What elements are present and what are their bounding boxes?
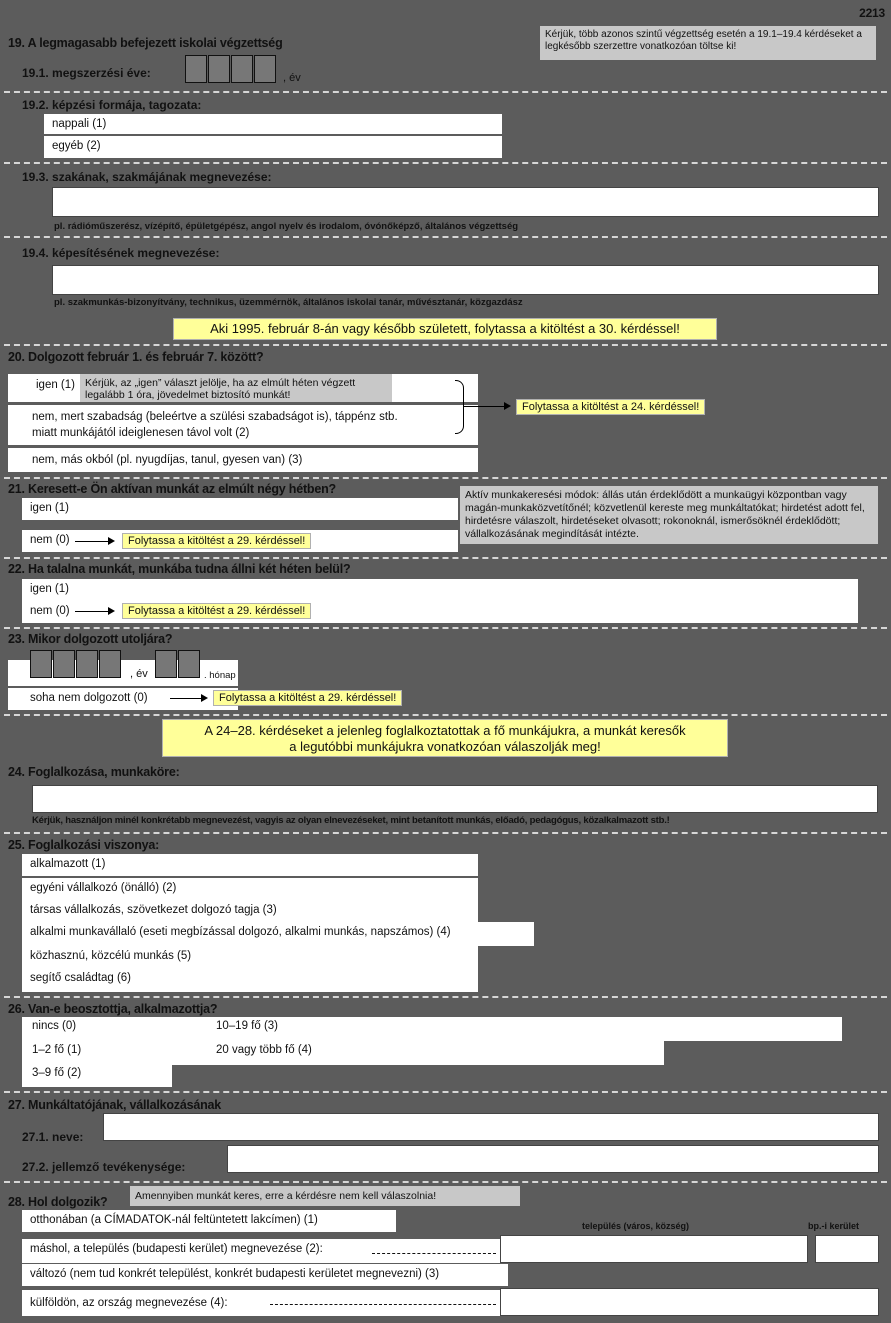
q19-1-year-suffix: , év xyxy=(283,72,301,84)
q28-col-district: bp.-i kerület xyxy=(808,1221,860,1231)
q19-3-label: 19.3. szakának, szakmájának megnevezése: xyxy=(22,170,272,184)
q26-option-2[interactable]: 3–9 fő (2) xyxy=(32,1067,82,1079)
q28-option-3[interactable]: változó (nem tud konkrét települést, konkrét budapesti kerületet megnevezni) (3) xyxy=(22,1264,508,1286)
q20-yes-note: Kérjük, az „igen” választ jelölje, ha az elmúlt héten végzett legalább 1 óra, jövedelmet biztosító munkát! xyxy=(80,374,392,402)
separator xyxy=(4,714,887,716)
arrow xyxy=(170,698,206,699)
banner-24-28-line2: a legutóbbi munkájukra vonatkozóan válaszolják meg! xyxy=(289,739,601,754)
q23-title: 23. Mikor dolgozott utoljára? xyxy=(8,632,173,646)
q24-input[interactable] xyxy=(32,785,878,813)
q28-option-1[interactable]: otthonában (a CÍMADATOK-nál feltüntetett lakcímen) (1) xyxy=(22,1210,396,1232)
q28-note: Amennyiben munkát keres, erre a kérdésre nem kell válaszolnia! xyxy=(130,1186,520,1206)
arrow xyxy=(464,406,509,407)
separator xyxy=(4,91,887,93)
banner-skip-to-30: Aki 1995. február 8-án vagy később született, folytassa a kitöltést a 30. kérdéssel! xyxy=(173,318,717,340)
q25-option-3[interactable]: társas vállalkozás, szövetkezet dolgozó tagja (3) xyxy=(22,900,478,922)
q27-1-label: 27.1. neve: xyxy=(22,1130,84,1144)
q19-2-label: 19.2. képzési formája, tagozata: xyxy=(22,98,202,112)
q23-month-suffix: . hónap xyxy=(204,670,236,681)
separator xyxy=(4,832,887,834)
dash-leader xyxy=(270,1304,496,1305)
q21-goto-29: Folytassa a kitöltést a 29. kérdéssel! xyxy=(122,533,311,549)
separator xyxy=(4,477,887,479)
banner-24-28 xyxy=(162,719,728,757)
q23-month-input[interactable] xyxy=(155,650,203,680)
q26-row-1 xyxy=(22,1017,842,1041)
separator xyxy=(4,557,887,559)
q19-3-input[interactable] xyxy=(52,187,879,217)
q28-settlement-input[interactable] xyxy=(500,1235,808,1263)
q20-title: 20. Dolgozott február 1. és február 7. között? xyxy=(8,350,264,364)
q19-title: 19. A legmagasabb befejezett iskolai végzettség xyxy=(8,36,283,50)
q26-title: 26. Van-e beosztottja, alkalmazottja? xyxy=(8,1002,218,1016)
separator xyxy=(4,1181,887,1183)
q25-option-1[interactable]: alkalmazott (1) xyxy=(22,854,478,876)
q19-3-hint: pl. rádióműszerész, vízépítő, épületgépész, angol nyelv és irodalom, óvónőképző, általános végzettség xyxy=(54,221,519,232)
q28-district-input[interactable] xyxy=(815,1235,879,1263)
q27-1-input[interactable] xyxy=(103,1113,879,1141)
q19-4-hint: pl. szakmunkás-bizonyítvány, technikus, üzemmérnök, általános iskolai tanár, művésztanár, közgazdász xyxy=(54,297,523,308)
q20-goto-24: Folytassa a kitöltést a 24. kérdéssel! xyxy=(516,399,705,415)
q22-option-yes[interactable]: igen (1) xyxy=(22,579,858,601)
page-number: 2213 xyxy=(859,6,885,20)
q19-note: Kérjük, több azonos szintű végzettség esetén a 19.1–19.4 kérdéseket a legkésőbb szerzettre vonatkozóan töltse ki! xyxy=(540,26,876,60)
q21-title: 21. Keresett-e Ön aktívan munkát az elmúlt négy hétben? xyxy=(8,482,336,496)
separator xyxy=(4,1091,887,1093)
q21-note: Aktív munkakeresési módok: állás után érdeklődött a munkaügyi központban vagy magán-munkaközvetítőnél; közvetlenül kereste meg munkáltatókat; hirdetést adott fel, hirdetésre válaszolt, hirdetéseket olvasott; rokonoknál, ismerősöknél érdeklődött; vállalkozásának megindítását intézte. xyxy=(460,486,878,544)
q19-4-input[interactable] xyxy=(52,265,879,295)
q23-goto-29: Folytassa a kitöltést a 29. kérdéssel! xyxy=(213,690,402,706)
q22-goto-29: Folytassa a kitöltést a 29. kérdéssel! xyxy=(122,603,311,619)
banner-24-28-line1: A 24–28. kérdéseket a jelenleg foglalkoztatottak a fő munkájukra, a munkát keresők xyxy=(204,723,686,738)
q26-option-4[interactable]: 20 vagy több fő (4) xyxy=(216,1044,312,1056)
arrow xyxy=(75,541,113,542)
q23-option-never[interactable]: soha nem dolgozott (0) xyxy=(8,688,238,710)
q23-year-suffix: , év xyxy=(130,668,148,680)
q26-row-2 xyxy=(22,1041,664,1065)
q25-option-6[interactable]: segítő családtag (6) xyxy=(22,968,478,992)
separator xyxy=(4,627,887,629)
q24-title: 24. Foglalkozása, munkaköre: xyxy=(8,765,180,779)
q25-option-2[interactable]: egyéni vállalkozó (önálló) (2) xyxy=(22,878,478,900)
arrow xyxy=(75,611,113,612)
separator xyxy=(4,996,887,998)
q28-option-2[interactable]: máshol, a település (budapesti kerület) megnevezése (2): xyxy=(22,1239,500,1263)
q19-4-label: 19.4. képesítésének megnevezése: xyxy=(22,246,220,260)
q26-option-1[interactable]: 1–2 fő (1) xyxy=(32,1044,82,1056)
q25-option-4[interactable]: alkalmi munkavállaló (eseti megbízással dolgozó, alkalmi munkás, napszámos) (4) xyxy=(22,922,534,946)
q19-1-year-input[interactable] xyxy=(185,55,285,85)
q26-option-0[interactable]: nincs (0) xyxy=(32,1020,77,1032)
q20-option-yes-label: igen (1) xyxy=(36,379,75,391)
separator xyxy=(4,344,887,346)
q25-option-5[interactable]: közhasznú, közcélú munkás (5) xyxy=(22,946,478,968)
dash-leader xyxy=(372,1253,496,1254)
separator xyxy=(4,236,887,238)
q19-2-option-2[interactable]: egyéb (2) xyxy=(44,136,502,158)
q22-option-no-label: nem (0) xyxy=(30,605,70,617)
q20-option-leave-line2: miatt munkájától ideiglenesen távol volt (2) xyxy=(32,427,250,439)
q21-option-no-label: nem (0) xyxy=(30,534,70,546)
q28-option-4[interactable]: külföldön, az ország megnevezése (4): xyxy=(22,1290,500,1316)
q20-option-leave[interactable] xyxy=(8,405,478,445)
q27-title: 27. Munkáltatójának, vállalkozásának xyxy=(8,1098,222,1112)
q28-title: 28. Hol dolgozik? xyxy=(8,1195,108,1209)
q23-year-input[interactable] xyxy=(30,650,126,680)
bracket xyxy=(455,380,464,434)
q24-hint: Kérjük, használjon minél konkrétabb megnevezést, vagyis az olyan elnevezéseket, mint betanított munkás, előadó, pedagógus, közalkalmazott stb.! xyxy=(32,815,670,826)
q19-2-option-1[interactable]: nappali (1) xyxy=(44,114,502,134)
q27-2-input[interactable] xyxy=(227,1145,879,1173)
q25-title: 25. Foglalkozási viszonya: xyxy=(8,838,160,852)
q26-option-3[interactable]: 10–19 fő (3) xyxy=(216,1020,279,1032)
q28-country-input[interactable] xyxy=(500,1288,879,1316)
q27-2-label: 27.2. jellemző tevékenysége: xyxy=(22,1160,186,1174)
q21-option-yes[interactable]: igen (1) xyxy=(22,498,458,520)
q28-col-settlement: település (város, község) xyxy=(582,1221,690,1231)
q22-title: 22. Ha talalna munkát, munkába tudna állni két héten belül? xyxy=(8,562,351,576)
q20-option-leave-line1: nem, mert szabadság (beleértve a szülési szabadságot is), táppénz stb. xyxy=(32,411,398,423)
separator xyxy=(4,162,887,164)
q19-1-label: 19.1. megszerzési éve: xyxy=(22,66,151,80)
q20-option-other[interactable]: nem, más okból (pl. nyugdíjas, tanul, gyesen van) (3) xyxy=(8,448,478,472)
